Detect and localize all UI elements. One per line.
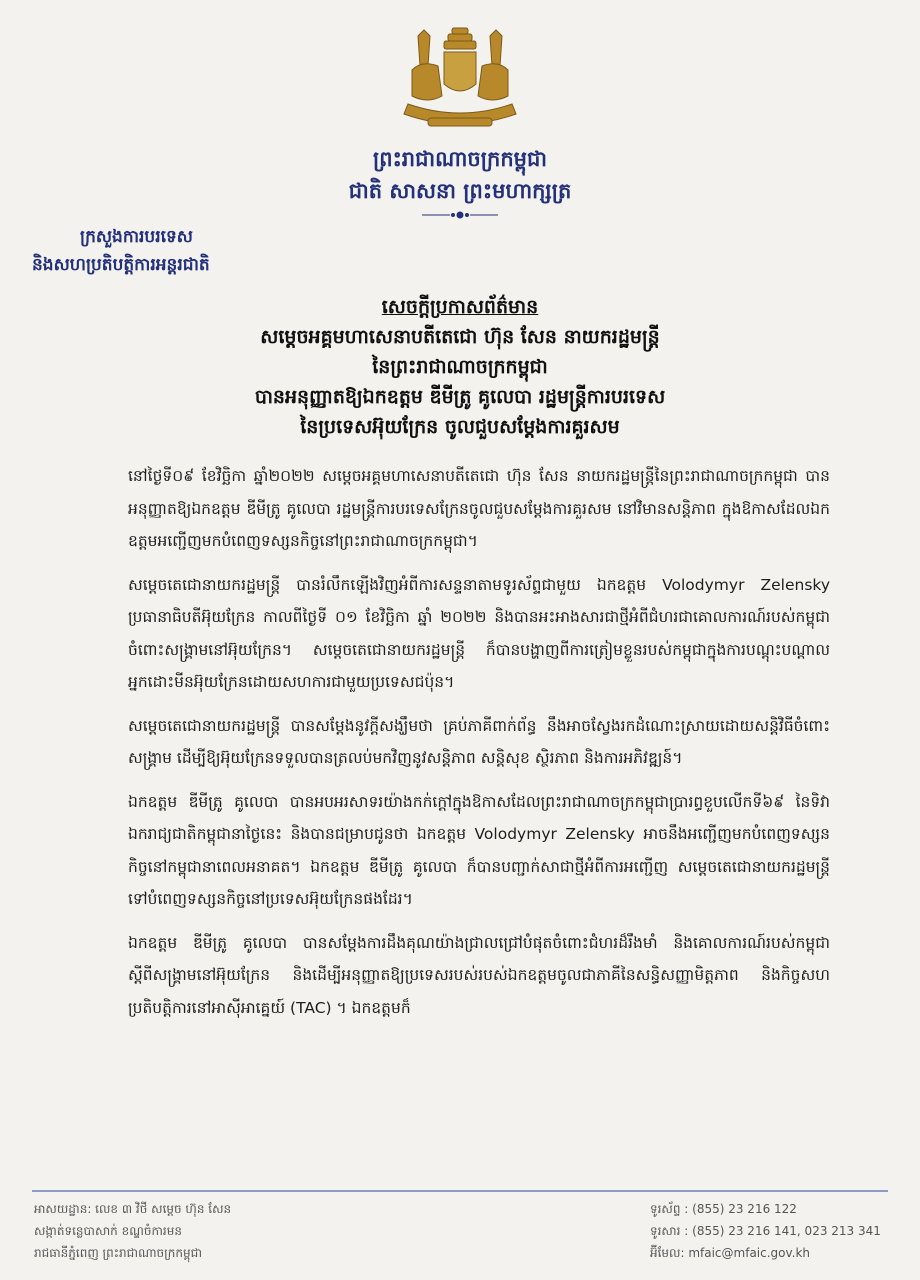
ministry-name-line1: ក្រសួងការបរទេស (80, 227, 193, 247)
press-release-titles (60, 292, 860, 442)
royal-coat-of-arms-icon (398, 26, 522, 134)
title-line: សម្តេចអគ្គមហាសេនាបតីតេជោ ហ៊ុន សែន នាយករដ្ឋមន្ត្រី (260, 326, 660, 348)
ministry-name-line2: និងសហប្រតិបត្តិការអន្តរជាតិ (32, 255, 210, 275)
national-motto: ជាតិ សាសនា ព្រះមហាក្សត្រ (348, 179, 572, 203)
address-line: សង្កាត់ទន្លេបាសាក់ ខណ្ឌចំការមន (34, 1224, 182, 1238)
title-line: បានអនុញ្ញាតឱ្យឯកឧត្តម ឌីមីត្រូ គូលេបា រដ្ឋមន្ត្រីការបរទេស (254, 386, 666, 408)
contact-fax: ទូរសារ : (855) 23 216 141, 023 213 341 (650, 1224, 881, 1238)
contact-email: អ៊ីមែល: mfaic@mfaic.gov.kh (650, 1246, 811, 1260)
address-line: រាជធានីភ្នំពេញ ព្រះរាជាណាចក្រកម្ពុជា (34, 1246, 202, 1260)
document-body (128, 460, 830, 1035)
footer-contact (650, 1198, 881, 1264)
footer-divider (32, 1190, 888, 1192)
body-paragraph: ឯកឧត្តម ឌីមីត្រូ គូលេបា បានអបអរសាទរយ៉ាងកក់ក្តៅក្នុងឱកាសដែលព្រះរាជាណាចក្រកម្ពុជាប្រារព្ធខួបលើកទី៦៩ នៃទិវាឯករាជ្យជាតិកម្ពុជានាថ្ងៃនេះ និងបានជម្រាបជូនថា ឯកឧត្តម Volodymyr Zelensky អាចនឹងអញ្ជើញមកបំពេញទស្សនកិច្ចនៅកម្ពុជានាពេលអនាគត។ ឯកឧត្តម ឌីមីត្រូ គូលេបា ក៏បានបញ្ជាក់សាជាថ្មីអំពីការអញ្ជើញ សម្តេចតេជោនាយករដ្ឋមន្ត្រី ទៅបំពេញទស្សនកិច្ចនៅប្រទេសអ៊ុយក្រែនផងដែរ។ (128, 792, 830, 908)
body-paragraph: សម្តេចតេជោនាយករដ្ឋមន្ត្រី បានសម្តែងនូវក្តីសង្ឃឹមថា គ្រប់ភាគីពាក់ព័ន្ធ នឹងអាចស្វែងរកដំណោះស្រាយដោយសន្តិវិធីចំពោះសង្គ្រាម ដើម្បីឱ្យអ៊ុយក្រែនទទួលបានត្រលប់មកវិញនូវសន្តិភាព សន្តិសុខ ស្ថិរភាព និងការអភិវឌ្ឍន៍។ (128, 716, 830, 767)
body-paragraph: នៅថ្ងៃទី០៩ ខែវិច្ឆិកា ឆ្នាំ២០២២ សម្តេចអគ្គមហាសេនាបតីតេជោ ហ៊ុន សែន នាយករដ្ឋមន្ត្រីនៃព្រះរាជាណាចក្រកម្ពុជា បានអនុញ្ញាតឱ្យឯកឧត្តម ឌីមីត្រូ គូលេបា រដ្ឋមន្ត្រីការបរទេសក្រែនចូលជួបសម្តែងការគួរសម នៅវិមានសន្តិភាព ក្នុងឱកាសដែលឯកឧត្តមអញ្ជើញមកបំពេញទស្សនកិច្ចនៅព្រះរាជាណាចក្រកម្ពុជា។ (128, 467, 830, 550)
body-paragraph: សម្តេចតេជោនាយករដ្ឋមន្ត្រី បានរំលឹកឡើងវិញអំពីការសន្ទនាតាមទូរស័ព្ទជាមួយ ឯកឧត្តម Volodymyr Zelensky ប្រធានាធិបតីអ៊ុយក្រែន កាលពីថ្ងៃទី ០១ ខែវិច្ឆិកា ឆ្នាំ ២០២២ និងបានអះអាងសារជាថ្មីអំពីជំហរជាគោលការណ៍របស់កម្ពុជាចំពោះសង្គ្រាមនៅអ៊ុយក្រែន។ សម្តេចតេជោនាយករដ្ឋមន្ត្រី ក៏បានបង្ហាញពីការត្រៀមខ្លួនរបស់កម្ពុជាក្នុងការបណ្តុះបណ្តាលអ្នកដោះមីនអ៊ុយក្រែនដោយសហការជាមួយប្រទេសជប៉ុន។ (128, 575, 830, 691)
contact-phone: ទូរស័ព្ទ : (855) 23 216 122 (650, 1202, 797, 1216)
title-line: នៃប្រទេសអ៊ុយក្រែន ចូលជួបសម្តែងការគួរសម (300, 416, 620, 438)
title-line: នៃព្រះរាជាណាចក្រកម្ពុជា (372, 356, 548, 378)
ornament-divider-icon (420, 209, 500, 221)
document-title: សេចក្តីប្រកាសព័ត៌មាន (381, 296, 539, 318)
footer-address (34, 1198, 231, 1264)
kingdom-name: ព្រះរាជាណាចក្រកម្ពុជា (372, 147, 547, 171)
body-paragraph: ឯកឧត្តម ឌីមីត្រូ គូលេបា បានសម្តែងការដឹងគុណយ៉ាងជ្រាលជ្រៅបំផុតចំពោះជំហរដ៏រឹងមាំ និងគោលការណ៍របស់កម្ពុជាស្តីពីសង្គ្រាមនៅអ៊ុយក្រែន និងដើម្បីអនុញ្ញាតឱ្យប្រទេសរបស់របស់ឯកឧត្តមចូលជាភាគីនៃសន្ធិសញ្ញាមិត្តភាព និងកិច្ចសហប្រតិបត្តិការនៅអាស៊ីអាគ្នេយ៍ (TAC) ។ ឯកឧត្តមក៏ (128, 933, 830, 1017)
address-line: អាសយដ្ឋាន: លេខ ៣ វិថី សម្តេច ហ៊ុន សែន (34, 1202, 232, 1216)
